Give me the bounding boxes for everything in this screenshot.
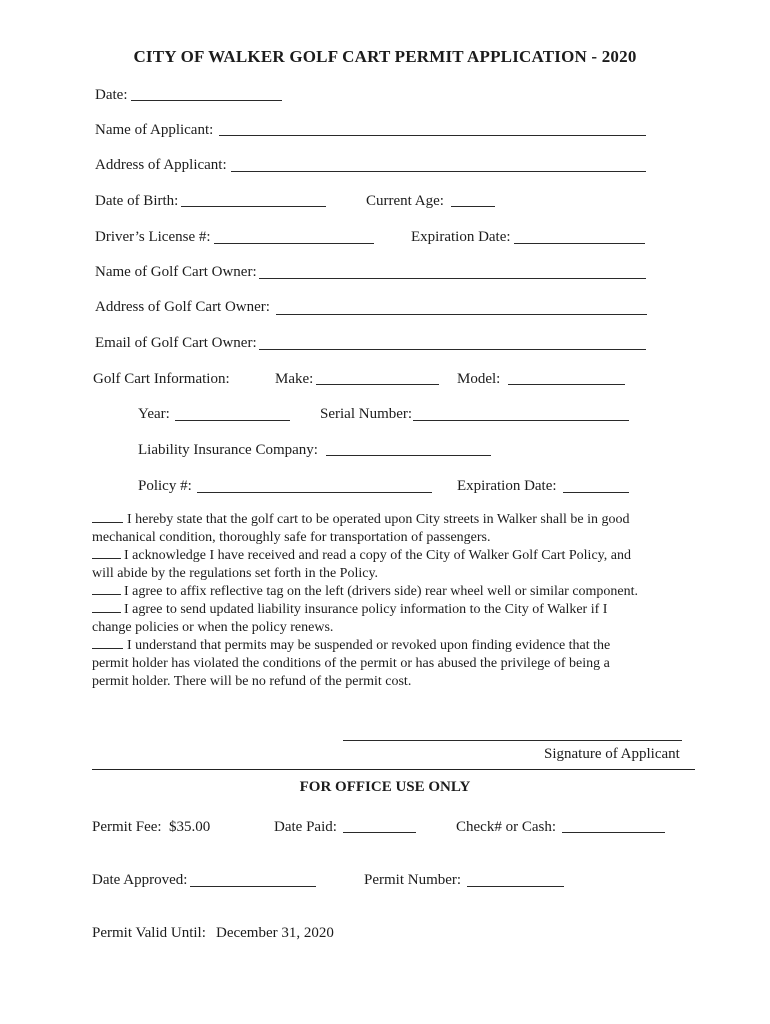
statement-4-initial-field[interactable] (92, 601, 121, 613)
permit-number-label: Permit Number: (364, 872, 462, 888)
applicant-address-field[interactable] (231, 171, 646, 172)
statement-4: I agree to send updated liability insurance policy information to the City of Walker if I change policies or when the policy renews. (92, 602, 608, 635)
make-label: Make: (275, 371, 314, 387)
insurance-company-field[interactable] (326, 455, 491, 456)
date-field[interactable] (131, 100, 282, 101)
statement-1: I hereby state that the golf cart to be operated upon City streets in Walker shall be in good mechanical condition, thoroughly safe for transportation of passengers. (92, 512, 630, 545)
model-field[interactable] (508, 384, 625, 385)
policy-label: Policy #: (138, 478, 192, 494)
cart-info-label: Golf Cart Information: (93, 371, 230, 387)
signature-field[interactable] (343, 740, 682, 741)
permit-number-field[interactable] (467, 886, 564, 887)
permit-fee-value: $35.00 (169, 819, 211, 835)
office-divider (92, 769, 695, 770)
dob-label: Date of Birth: (95, 193, 179, 209)
policy-field[interactable] (197, 492, 432, 493)
current-age-label: Current Age: (366, 193, 444, 209)
statement-3: I agree to affix reflective tag on the left (drivers side) rear wheel well or similar component. (92, 583, 692, 601)
drivers-license-label: Driver’s License #: (95, 229, 211, 245)
statement-1-initial-field[interactable] (92, 511, 123, 523)
year-field[interactable] (175, 420, 290, 421)
make-field[interactable] (316, 384, 439, 385)
check-or-cash-field[interactable] (562, 832, 665, 833)
date-paid-label: Date Paid: (274, 819, 337, 835)
date-approved-label: Date Approved: (92, 872, 188, 888)
model-label: Model: (457, 371, 501, 387)
applicant-name-field[interactable] (219, 135, 646, 136)
statement-2-initial-field[interactable] (92, 547, 121, 559)
date-approved-field[interactable] (190, 886, 316, 887)
serial-number-label: Serial Number: (320, 406, 413, 422)
statement-5: I understand that permits may be suspended or revoked upon finding evidence that the permit holder has violated the conditions of the permit or has abused the privilege of being a permit holder. There will be no refund of the permit cost. (92, 638, 611, 689)
serial-number-field[interactable] (413, 420, 629, 421)
applicant-address-label: Address of Applicant: (95, 157, 227, 173)
office-use-heading: FOR OFFICE USE ONLY (299, 779, 471, 795)
signature-label: Signature of Applicant (544, 746, 680, 762)
owner-email-field[interactable] (259, 349, 646, 350)
policy-expiration-label: Expiration Date: (457, 478, 557, 494)
date-paid-field[interactable] (343, 832, 416, 833)
statement-2: I acknowledge I have received and read a copy of the City of Walker Golf Cart Policy, and will abide by the regulations set forth in the Policy. (92, 548, 631, 581)
dob-field[interactable] (181, 206, 326, 207)
statement-5-initial-field[interactable] (92, 637, 123, 649)
permit-fee-label: Permit Fee: (92, 819, 162, 835)
owner-name-field[interactable] (259, 278, 646, 279)
policy-expiration-field[interactable] (563, 492, 629, 493)
owner-email-label: Email of Golf Cart Owner: (95, 335, 257, 351)
statement-3-initial-field[interactable] (92, 583, 121, 595)
owner-address-label: Address of Golf Cart Owner: (95, 299, 270, 315)
valid-until-value: December 31, 2020 (216, 925, 334, 941)
valid-until-label: Permit Valid Until: (92, 925, 206, 941)
check-or-cash-label: Check# or Cash: (456, 819, 556, 835)
form-title: CITY OF WALKER GOLF CART PERMIT APPLICATION - 2020 (133, 47, 637, 66)
current-age-field[interactable] (451, 206, 495, 207)
drivers-license-field[interactable] (214, 243, 374, 244)
owner-address-field[interactable] (276, 314, 647, 315)
license-expiration-field[interactable] (514, 243, 645, 244)
owner-name-label: Name of Golf Cart Owner: (95, 264, 257, 280)
insurance-company-label: Liability Insurance Company: (138, 442, 318, 458)
applicant-name-label: Name of Applicant: (95, 122, 214, 138)
date-label: Date: (95, 87, 128, 103)
year-label: Year: (138, 406, 170, 422)
license-expiration-label: Expiration Date: (411, 229, 511, 245)
